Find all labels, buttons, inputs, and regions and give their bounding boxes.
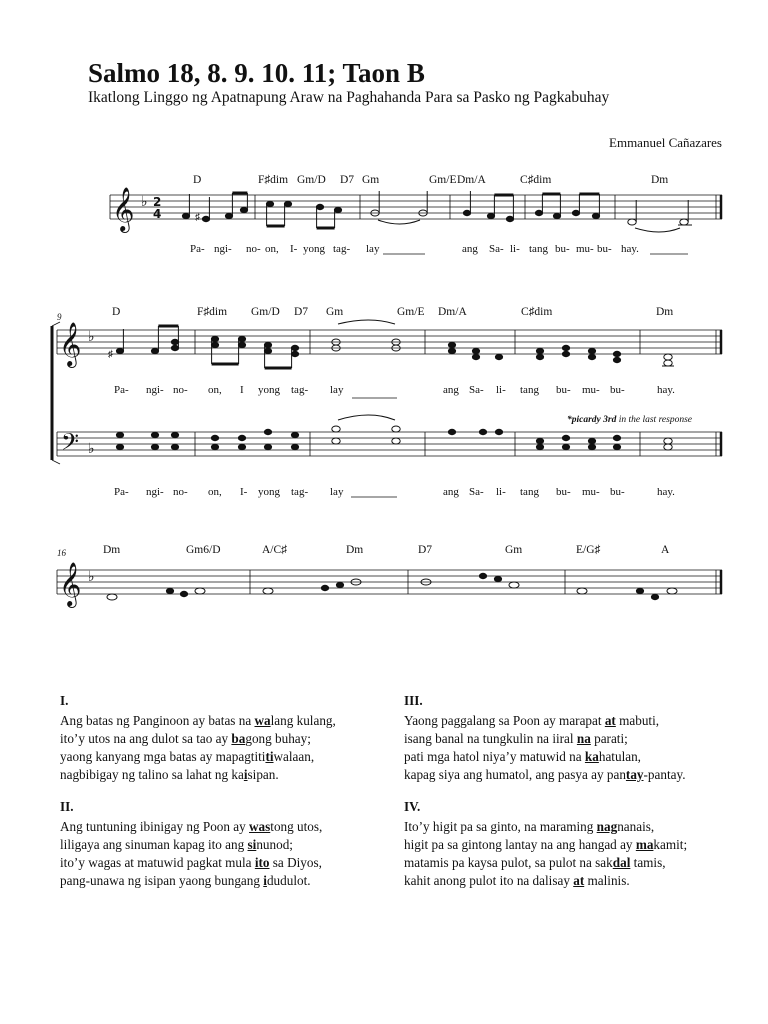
chord: Dm/A (457, 174, 486, 186)
lyric-syllable: yong (303, 243, 325, 255)
composer-name: Emmanuel Cañazares (609, 135, 722, 150)
text: walaan, (273, 749, 315, 764)
text: ito’y wagas at matuwid pagkat mula (60, 855, 255, 870)
chord: Gm/D (297, 174, 326, 186)
lyric-syllable: ang (443, 486, 459, 498)
lyric-syllable: tag- (291, 384, 309, 396)
verse-heading: II. (60, 799, 74, 814)
lyric-syllable: bu- (556, 486, 571, 498)
lyric-syllable: lay (366, 243, 380, 255)
lyric-syllable: ang (443, 384, 459, 396)
page-subtitle: Ikatlong Linggo ng Apatnapung Araw na Paghahanda Para sa Pasko ng Pagkabuhay (88, 89, 610, 106)
text: sa Diyos, (269, 855, 322, 870)
lyric-syllable: bu- (556, 384, 571, 396)
text: parati; (590, 731, 628, 746)
text: ito’y utos na ang dulot sa tao ay (60, 731, 232, 746)
lyric-syllable: ang (462, 243, 478, 255)
verse-heading: IV. (404, 799, 421, 814)
chord: Gm/E (397, 306, 425, 318)
flat-icon: ♭ (88, 569, 95, 585)
lyric-syllable: Pa- (114, 486, 129, 498)
text: nanais, (617, 819, 655, 834)
chord: D (193, 174, 202, 186)
chord: D7 (418, 544, 433, 556)
chord: Dm (103, 544, 121, 556)
lyric-syllable: hay. (621, 243, 639, 255)
lyric-syllable: yong (258, 486, 280, 498)
verse-line (404, 766, 686, 784)
verse-line (60, 854, 322, 872)
lyric-syllable: Sa- (489, 243, 504, 255)
lyric-syllable: tang (520, 384, 539, 396)
bass-clef-icon: 𝄢 (61, 428, 80, 461)
treble-clef-icon: 𝄞 (59, 322, 82, 366)
verse-line (404, 818, 687, 836)
verse-line (60, 748, 336, 766)
accent-syllable: i (243, 767, 248, 782)
text: mabuti, (615, 713, 660, 728)
text: pang-unawa ng isipan yaong bungang (60, 873, 264, 888)
chord: F♯dim (258, 174, 289, 186)
lyric-syllable: ngi- (146, 384, 164, 396)
accent-syllable: was (249, 819, 271, 834)
chord: E/G♯ (576, 544, 601, 556)
verse-line (60, 836, 322, 854)
accent-syllable: si (247, 837, 257, 852)
verse-line (60, 872, 322, 890)
accent-syllable: dal (612, 855, 631, 870)
verse-line (404, 854, 687, 872)
accent-syllable: i (263, 873, 267, 888)
lyric-syllable: lay (330, 486, 344, 498)
verse-line (404, 836, 687, 854)
chord: A/C♯ (262, 544, 287, 556)
text: kahit anong pulot ito na dalisay (404, 873, 574, 888)
verse-heading: III. (404, 693, 423, 708)
accent-syllable: na (576, 731, 591, 746)
verse-line (60, 712, 336, 730)
text: -pantay. (643, 767, 686, 782)
lyric-syllable: hay. (657, 486, 675, 498)
lyric-syllable: ngi- (214, 243, 232, 255)
lyric-syllable: on, (265, 243, 279, 255)
lyric-syllable: Pa- (190, 243, 205, 255)
accent-syllable: at (604, 713, 616, 728)
measure-number: 9 (57, 312, 62, 322)
text: matamis pa kaysa pulot, sa pulot na sak (404, 855, 613, 870)
lyric-syllable: tag- (291, 486, 309, 498)
performance-annotation (567, 415, 692, 425)
text: liligaya ang sinuman kapag ito ang (60, 837, 248, 852)
verse-line (60, 766, 336, 784)
text: nagbibigay ng talino sa lahat ng ka (60, 767, 244, 782)
lyric-syllable: no- (173, 486, 188, 498)
text: nunod; (256, 837, 293, 852)
lyric-syllable: on, (208, 384, 222, 396)
lyric-syllable: Sa- (469, 486, 484, 498)
lyric-syllable: Sa- (469, 384, 484, 396)
chord: D7 (340, 174, 355, 186)
accent-syllable: ti (265, 749, 274, 764)
flat-icon: ♭ (88, 329, 95, 345)
accent-syllable: nag (596, 819, 618, 834)
lyric-syllable: bu- (597, 243, 612, 255)
lyric-syllable: bu- (610, 384, 625, 396)
lyric-syllable: I (240, 384, 244, 396)
text: higit pa sa gintong lantay na ang hangad ay (404, 837, 636, 852)
text: kamit; (653, 837, 688, 852)
verse-line (60, 818, 322, 836)
annotation-bold: *picardy 3rd (567, 415, 617, 425)
lyric-syllable: I- (240, 486, 248, 498)
treble-clef-icon: 𝄞 (112, 187, 135, 231)
lyric-syllable: bu- (555, 243, 570, 255)
lyric-syllable: no- (173, 384, 188, 396)
text: yaong kanyang mga batas ay mapagtiti (60, 749, 266, 764)
chord: Dm (346, 544, 364, 556)
text: Ang tuntuning ibinigay ng Poon ay (60, 819, 250, 834)
page-title: Salmo 18, 8. 9. 10. 11; Taon B (88, 58, 425, 88)
svg-text:2: 2 (153, 195, 162, 209)
text: lang kulang, (270, 713, 336, 728)
accent-syllable: at (573, 873, 585, 888)
chord: D7 (294, 306, 309, 318)
lyric-syllable: no- (246, 243, 261, 255)
text: malinis. (584, 873, 630, 888)
verse-line (404, 730, 686, 748)
text: dudulot. (266, 873, 311, 888)
accent-syllable: ka (584, 749, 599, 764)
treble-clef-icon: 𝄞 (59, 562, 82, 606)
verse-1 (60, 692, 336, 784)
chord: Gm/D (251, 306, 280, 318)
lyric-syllable: I- (290, 243, 298, 255)
text: Ito’y higit pa sa ginto, na maraming (404, 819, 597, 834)
annotation-text: in the last response (616, 415, 692, 425)
text: Ang batas ng Panginoon ay batas na (60, 713, 255, 728)
chord: F♯dim (197, 306, 228, 318)
verse-heading: I. (60, 693, 69, 708)
lyric-syllable: on, (208, 486, 222, 498)
accent-syllable: ba (231, 731, 246, 746)
flat-icon: ♭ (88, 441, 95, 457)
lyric-syllable: mu- (582, 486, 600, 498)
lyric-syllable: hay. (657, 384, 675, 396)
lyric-syllable: li- (496, 384, 506, 396)
lyric-syllable: tag- (333, 243, 351, 255)
chord: Gm (362, 174, 380, 186)
chord: Dm/A (438, 306, 467, 318)
lyric-syllable: tang (520, 486, 539, 498)
svg-text:♯: ♯ (195, 212, 200, 223)
lyric-syllable: mu- (582, 384, 600, 396)
chord: C♯dim (521, 306, 553, 318)
accent-syllable: tay (625, 767, 644, 782)
text: kapag siya ang humatol, ang pasya ay pan (404, 767, 626, 782)
chord: Dm (656, 306, 674, 318)
text: gong buhay; (245, 731, 311, 746)
svg-text:♯: ♯ (108, 349, 113, 360)
lyric-syllable: yong (258, 384, 280, 396)
accent-syllable: wa (254, 713, 271, 728)
chord: D (112, 306, 121, 318)
lyric-syllable: li- (496, 486, 506, 498)
flat-icon: ♭ (141, 194, 148, 210)
svg-text:4: 4 (153, 207, 162, 221)
verse-2 (60, 798, 322, 890)
lyric-syllable: li- (510, 243, 520, 255)
verse-4 (404, 798, 687, 890)
lyric-syllable: lay (330, 384, 344, 396)
chord: C♯dim (520, 174, 552, 186)
lyric-syllable: ngi- (146, 486, 164, 498)
lyric-syllable: Pa- (114, 384, 129, 396)
verse-line (60, 730, 336, 748)
measure-number: 16 (57, 548, 66, 558)
chord: Gm/E (429, 174, 457, 186)
verse-line (404, 712, 686, 730)
lyric-syllable: tang (529, 243, 548, 255)
chord: Dm (651, 174, 669, 186)
text: pati mga hatol niya’y matuwid na (404, 749, 585, 764)
verse-3 (404, 692, 686, 784)
lyric-syllable: mu- (576, 243, 594, 255)
verse-line (404, 748, 686, 766)
chord: Gm (326, 306, 344, 318)
text: Yaong paggalang sa Poon ay marapat (404, 713, 605, 728)
text: tamis, (630, 855, 666, 870)
verse-line (404, 872, 687, 890)
chord: A (661, 544, 670, 556)
text: sipan. (247, 767, 279, 782)
accent-syllable: ma (635, 837, 654, 852)
lyric-syllable: bu- (610, 486, 625, 498)
text: isang banal na tungkulin na iiral (404, 731, 577, 746)
accent-syllable: ito (254, 855, 270, 870)
text: hatulan, (598, 749, 641, 764)
text: tong utos, (270, 819, 323, 834)
chord: Gm (505, 544, 523, 556)
chord: Gm6/D (186, 544, 221, 556)
